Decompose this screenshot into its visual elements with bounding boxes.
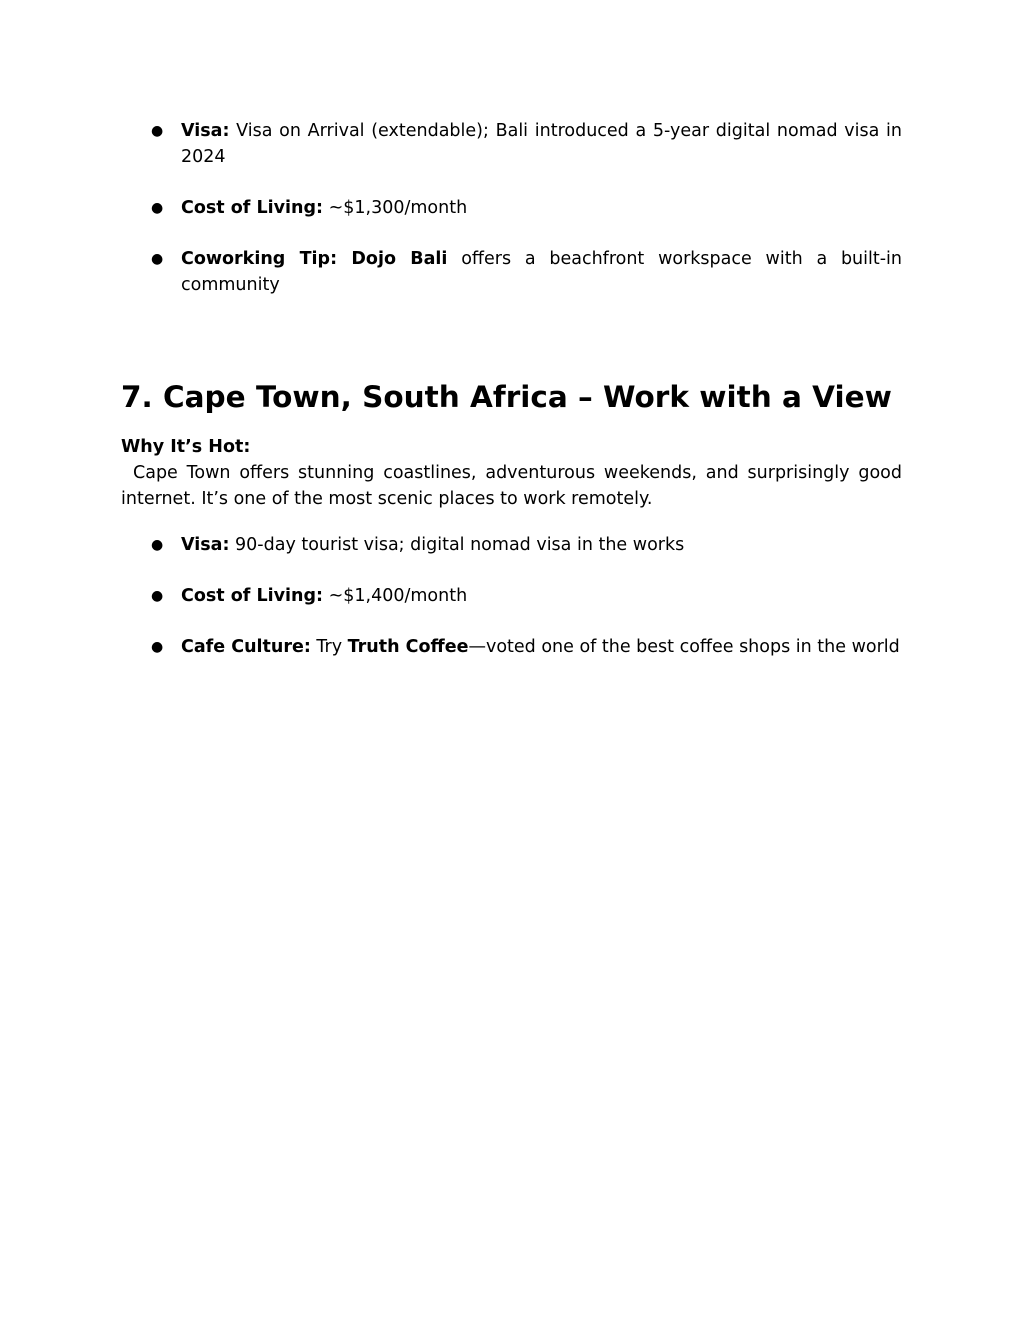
bullet-label: Visa: — [181, 535, 230, 555]
bullet-icon: ● — [151, 200, 164, 216]
bullet-text: Try — [310, 637, 348, 657]
bullet-text: ~$1,300/month — [323, 198, 468, 218]
bullet-text: Visa on Arrival (extendable); Bali introduced a 5-year digital nomad visa in 2024 — [181, 121, 902, 167]
list-item — [121, 195, 902, 221]
list-item — [121, 118, 902, 170]
bullet-text: offers a beachfront workspace with a built-in community — [181, 249, 902, 295]
bullet-text: —voted one of the best coffee shops in the world — [468, 637, 900, 657]
bali-bullet-list — [121, 118, 902, 298]
bullet-label: Cafe Culture: — [181, 637, 311, 657]
cape-town-bullet-list — [121, 532, 902, 660]
bullet-label: Coworking Tip: — [181, 249, 338, 269]
bullet-icon: ● — [151, 251, 164, 267]
bullet-icon: ● — [151, 123, 164, 139]
list-item — [121, 583, 902, 609]
bullet-text: 90-day tourist visa; digital nomad visa in the works — [229, 535, 685, 555]
bullet-label: Visa: — [181, 121, 230, 141]
bullet-label: Cost of Living: — [181, 586, 324, 606]
why-label: Why It’s Hot: — [121, 437, 251, 457]
list-item — [121, 532, 902, 558]
bullet-emphasis: Truth Coffee — [347, 637, 469, 657]
bullet-label: Cost of Living: — [181, 198, 324, 218]
why-body: Cape Town offers stunning coastlines, adventurous weekends, and surprisingly good internet. It’s one of the most scenic places to work remotely. — [121, 463, 902, 509]
section-heading: 7. Cape Town, South Africa – Work with a View — [121, 380, 892, 414]
bullet-icon: ● — [151, 588, 164, 604]
list-item — [121, 634, 902, 660]
bullet-text: ~$1,400/month — [323, 586, 468, 606]
document-page — [121, 118, 902, 685]
bullet-icon: ● — [151, 639, 164, 655]
bullet-emphasis: Dojo Bali — [337, 249, 448, 269]
bullet-icon: ● — [151, 537, 164, 553]
list-item — [121, 246, 902, 298]
